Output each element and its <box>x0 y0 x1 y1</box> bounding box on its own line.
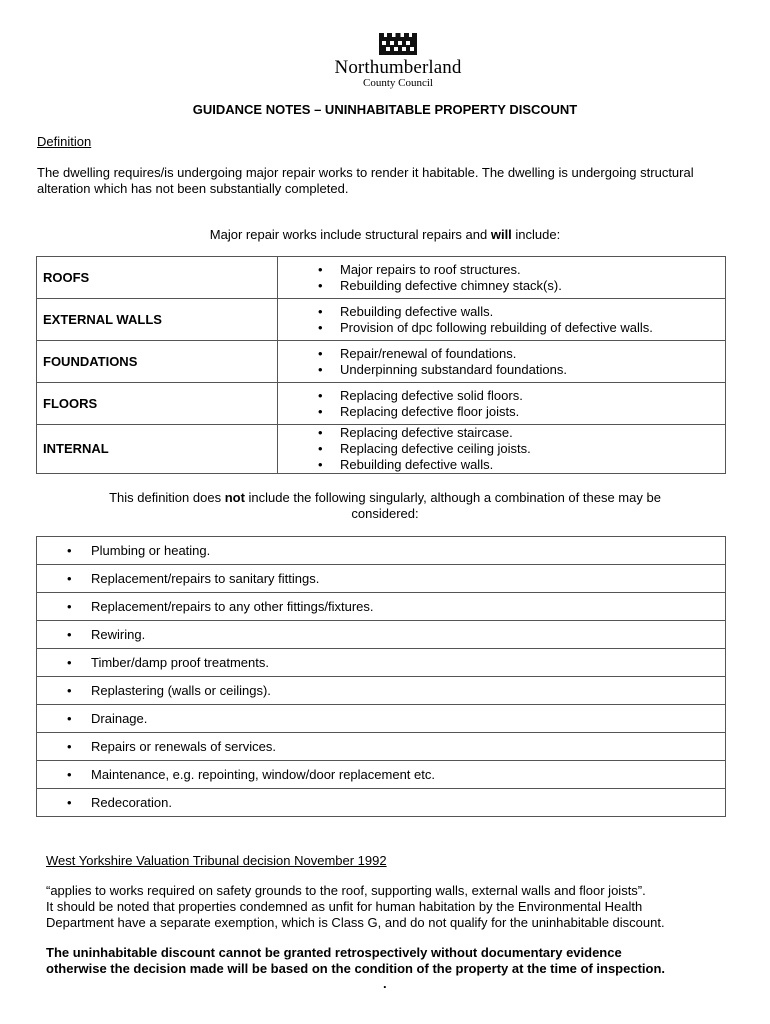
exclusion-cell <box>37 565 726 593</box>
exclusion-row <box>37 593 726 621</box>
works-category: EXTERNAL WALLS <box>37 299 278 341</box>
major-works-intro-emph: will <box>490 227 512 242</box>
major-works-intro <box>0 227 770 243</box>
exclusion-cell <box>37 621 726 649</box>
works-items-cell <box>278 299 726 341</box>
major-works-intro-after: include: <box>511 227 561 242</box>
works-items-list <box>278 388 725 420</box>
works-items-list <box>278 304 725 336</box>
works-item: • Provision of dpc following rebuilding of defective walls. <box>278 320 725 336</box>
works-row <box>37 341 726 383</box>
exclusion-cell <box>37 733 726 761</box>
exclusion-item: • Timber/damp proof treatments. <box>37 655 725 671</box>
exclusion-intro <box>0 490 770 506</box>
exclusion-row <box>37 649 726 677</box>
logo-subtitle: County Council <box>363 77 433 89</box>
warning-line1: The uninhabitable discount cannot be granted retrospectively without documentary evidence <box>46 945 622 960</box>
works-item: • Rebuilding defective chimney stack(s). <box>278 278 725 294</box>
works-row <box>37 257 726 299</box>
tribunal-note-line1: It should be noted that properties condemned as unfit for human habitation by the Environmental Health <box>46 899 643 914</box>
exclusion-item: • Replacement/repairs to sanitary fittings. <box>37 571 725 587</box>
works-items-list <box>278 346 725 378</box>
exclusion-cell <box>37 677 726 705</box>
exclusion-item: • Repairs or renewals of services. <box>37 739 725 755</box>
major-works-table <box>36 256 726 474</box>
exclusion-row <box>37 537 726 565</box>
exclusion-intro-before: This definition does <box>109 490 225 505</box>
exclusion-item: • Redecoration. <box>37 795 725 811</box>
exclusion-item: • Drainage. <box>37 711 725 727</box>
works-item: • Repair/renewal of foundations. <box>278 346 725 362</box>
works-category: ROOFS <box>37 257 278 299</box>
major-works-intro-before: Major repair works include structural repairs and <box>209 227 491 242</box>
exclusions-table <box>36 536 726 817</box>
castle-crest-icon <box>378 32 418 56</box>
works-item: • Rebuilding defective walls. <box>278 457 725 473</box>
definition-text: The dwelling requires/is undergoing major repair works to render it habitable. The dwelling is undergoing structural alteration which has not been substantially completed. <box>37 165 694 196</box>
tribunal-note-line2: Department have a separate exemption, which is Class G, and do not qualify for the uninhabitable discount. <box>46 915 665 930</box>
works-item: • Major repairs to roof structures. <box>278 262 725 278</box>
works-row <box>37 425 726 474</box>
exclusion-row <box>37 565 726 593</box>
works-category: FOUNDATIONS <box>37 341 278 383</box>
tribunal-heading: West Yorkshire Valuation Tribunal decision November 1992 <box>46 853 387 868</box>
exclusion-cell <box>37 649 726 677</box>
tribunal-quote: “applies to works required on safety grounds to the roof, supporting walls, external walls and floor joists”. <box>46 883 646 898</box>
logo-name: Northumberland <box>334 57 462 78</box>
works-row <box>37 383 726 425</box>
works-category: FLOORS <box>37 383 278 425</box>
exclusion-intro-line2: considered: <box>351 506 419 521</box>
exclusion-cell <box>37 789 726 817</box>
exclusion-item: • Maintenance, e.g. repointing, window/door replacement etc. <box>37 767 725 783</box>
works-items-cell <box>278 257 726 299</box>
warning-trailing-dot: . <box>383 976 387 991</box>
works-item: • Underpinning substandard foundations. <box>278 362 725 378</box>
works-items-list <box>278 262 725 294</box>
exclusion-item: • Rewiring. <box>37 627 725 643</box>
works-item: • Rebuilding defective walls. <box>278 304 725 320</box>
works-category: INTERNAL <box>37 425 278 474</box>
works-item: • Replacing defective ceiling joists. <box>278 441 725 457</box>
works-items-cell <box>278 383 726 425</box>
exclusion-row <box>37 733 726 761</box>
warning-line2: otherwise the decision made will be based on the condition of the property at the time of inspection. <box>46 961 666 976</box>
exclusion-row <box>37 705 726 733</box>
page-title: GUIDANCE NOTES – UNINHABITABLE PROPERTY DISCOUNT <box>192 102 578 117</box>
exclusion-intro-emph: not <box>224 490 245 505</box>
exclusion-row <box>37 677 726 705</box>
council-logo <box>322 32 474 89</box>
works-items-list <box>278 425 725 473</box>
exclusion-intro-after: include the following singularly, although a combination of these may be <box>244 490 661 505</box>
exclusion-item: • Replacement/repairs to any other fittings/fixtures. <box>37 599 725 615</box>
exclusion-item: • Replastering (walls or ceilings). <box>37 683 725 699</box>
exclusion-cell <box>37 537 726 565</box>
exclusion-row <box>37 789 726 817</box>
works-row <box>37 299 726 341</box>
works-item: • Replacing defective floor joists. <box>278 404 725 420</box>
exclusion-cell <box>37 593 726 621</box>
exclusion-cell <box>37 761 726 789</box>
exclusion-row <box>37 761 726 789</box>
works-items-cell <box>278 341 726 383</box>
exclusion-cell <box>37 705 726 733</box>
definition-heading: Definition <box>37 134 92 149</box>
exclusion-item: • Plumbing or heating. <box>37 543 725 559</box>
works-item: • Replacing defective solid floors. <box>278 388 725 404</box>
works-item: • Replacing defective staircase. <box>278 425 725 441</box>
works-items-cell <box>278 425 726 474</box>
exclusion-row <box>37 621 726 649</box>
